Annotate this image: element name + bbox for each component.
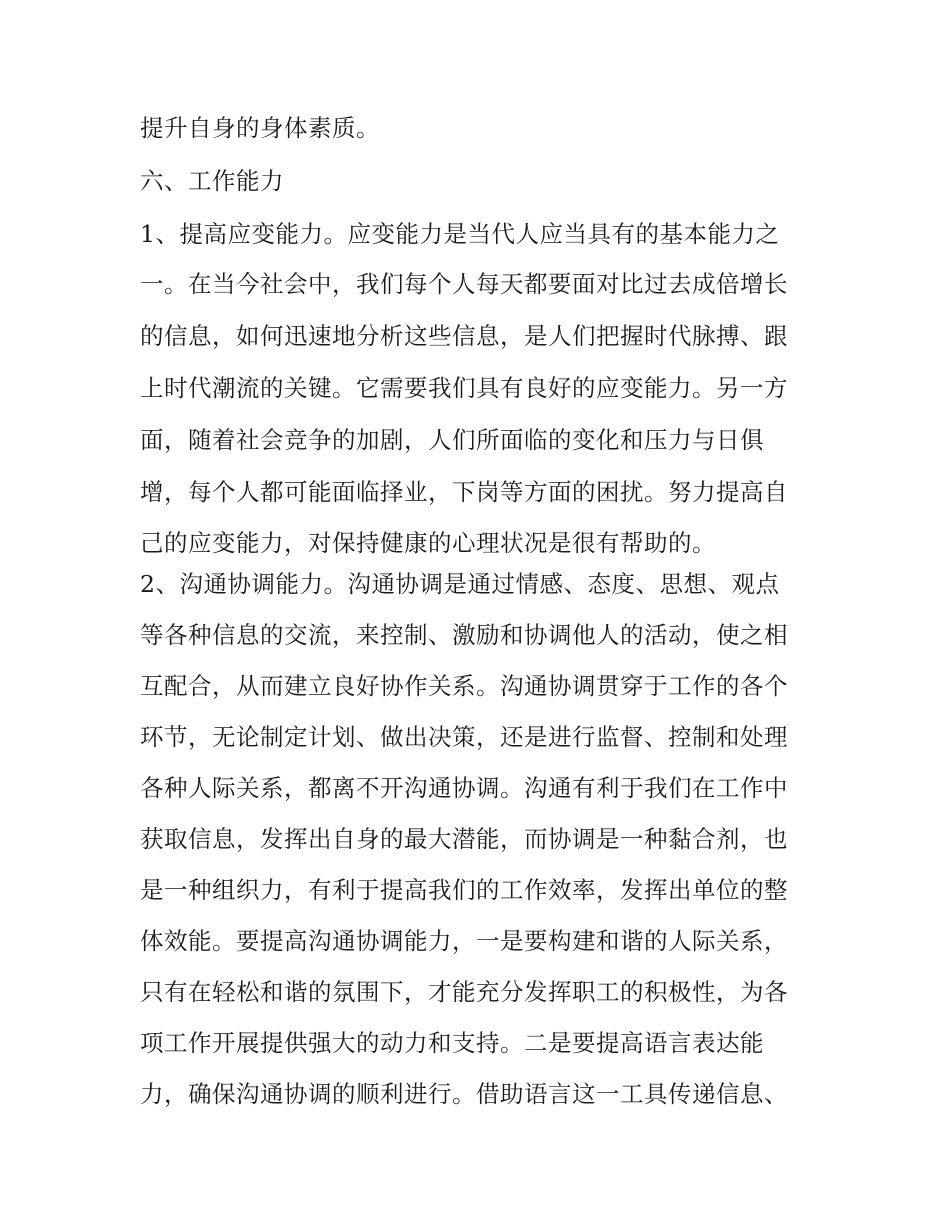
text-line: 获取信息，发挥出自身的最大潜能，而协调是一种黏合剂，也 (140, 825, 788, 853)
text-line: 的信息，如何迅速地分析这些信息，是人们把握时代脉搏、跟 (140, 322, 788, 350)
section-heading: 六、工作能力 (140, 167, 284, 195)
text-line: 增，每个人都可能面临择业，下岗等方面的困扰。努力提高自 (140, 478, 788, 506)
text-line: 己的应变能力，对保持健康的心理状况是很有帮助的。 (140, 529, 716, 557)
text-line: 互配合，从而建立良好协作关系。沟通协调贯穿于工作的各个 (140, 672, 788, 700)
text-line: 面，随着社会竞争的加剧，人们所面临的变化和压力与日俱 (140, 426, 764, 454)
text-line: 各种人际关系，都离不开沟通协调。沟通有利于我们在工作中 (140, 774, 788, 802)
text-line: 提升自身的身体素质。 (140, 114, 380, 142)
text-line: 只有在轻松和谐的氛围下，才能充分发挥职工的积极性，为各 (140, 978, 788, 1006)
text-line: 一。在当今社会中，我们每个人每天都要面对比过去成倍增长 (140, 270, 788, 298)
text-line: 体效能。要提高沟通协调能力，一是要构建和谐的人际关系， (140, 927, 788, 955)
text-line: 1、提高应变能力。应变能力是当代人应当具有的基本能力之 (140, 220, 780, 248)
text-line: 项工作开展提供强大的动力和支持。二是要提高语言表达能 (140, 1029, 764, 1057)
text-line: 上时代潮流的关键。它需要我们具有良好的应变能力。另一方 (140, 374, 788, 402)
text-line: 等各种信息的交流，来控制、激励和协调他人的活动，使之相 (140, 621, 788, 649)
text-line: 2、沟通协调能力。沟通协调是通过情感、态度、思想、观点 (140, 570, 780, 598)
text-line: 力，确保沟通协调的顺利进行。借助语言这一工具传递信息、 (140, 1080, 788, 1108)
text-line: 是一种组织力，有利于提高我们的工作效率，发挥出单位的整 (140, 876, 788, 904)
text-line: 环节，无论制定计划、做出决策，还是进行监督、控制和处理 (140, 723, 788, 751)
